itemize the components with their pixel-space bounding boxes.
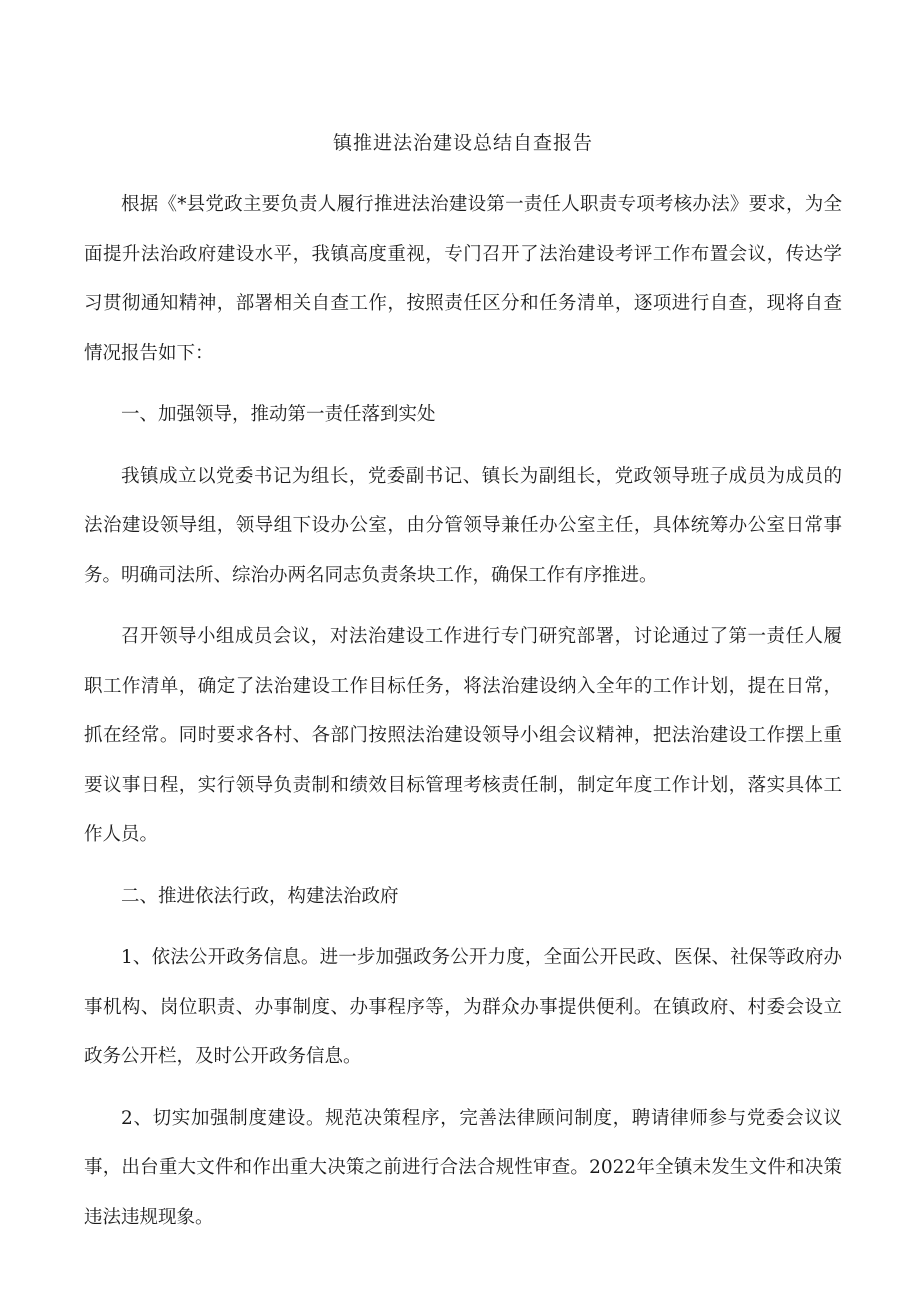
spacer: [84, 1082, 842, 1094]
section-heading-2: 二、推进依法行政，构建法治政府: [121, 885, 399, 907]
spacer: [84, 921, 842, 933]
spacer: [84, 860, 842, 872]
spacer: [84, 600, 842, 612]
body-paragraph: 2、切实加强制度建设。规范决策程序，完善法律顾问制度，聘请律师参与党委会议议事，出台重大文件和作出重大决策之前进行合法合规性审查。2022年全镇未发生文件和决策违法违规现象。: [84, 1107, 842, 1228]
section-heading-1: 一、加强领导，推动第一责任落到实处: [121, 404, 436, 425]
intro-paragraph: 根据《*县党政主要负责人履行推进法治建设第一责任人职责专项考核办法》要求，为全面提升法治政府建设水平，我镇高度重视，专门召开了法治建设考评工作布置会议，传达学习贯彻通知精神，部署相关自查工作，按照责任区分和任务清单，逐项进行自查，现将自查情况报告如下：: [84, 194, 842, 364]
body-paragraph: 召开领导小组成员会议，对法治建设工作进行专门研究部署，讨论通过了第一责任人履职工作清单，确定了法治建设工作目标任务，将法治建设纳入全年的工作计划，提在日常，抓在经常。同时要求各村、各部门按照法治建设领导小组会议精神，把法治建设工作摆上重要议事日程，实行领导负责制和绩效目标管理考核责任制，制定年度工作计划，落实具体工作人员。: [84, 626, 842, 845]
spacer: [84, 378, 842, 390]
document-page: [84, 128, 842, 1242]
body-paragraph: 1、依法公开政务信息。进一步加强政务公开力度，全面公开民政、医保、社保等政府办事机构、岗位职责、办事制度、办事程序等，为群众办事提供便利。在镇政府、村委会设立政务公开栏，及时公开政务信息。: [84, 947, 842, 1067]
body-paragraph: 我镇成立以党委书记为组长，党委副书记、镇长为副组长，党政领导班子成员为成员的法治建设领导组，领导组下设办公室，由分管领导兼任办公室主任，具体统筹办公室日常事务。明确司法所、综治办两名同志负责条块工作，确保工作有序推进。: [84, 465, 842, 586]
spacer: [84, 440, 842, 452]
document-title: 镇推进法治建设总结自查报告: [332, 132, 593, 154]
